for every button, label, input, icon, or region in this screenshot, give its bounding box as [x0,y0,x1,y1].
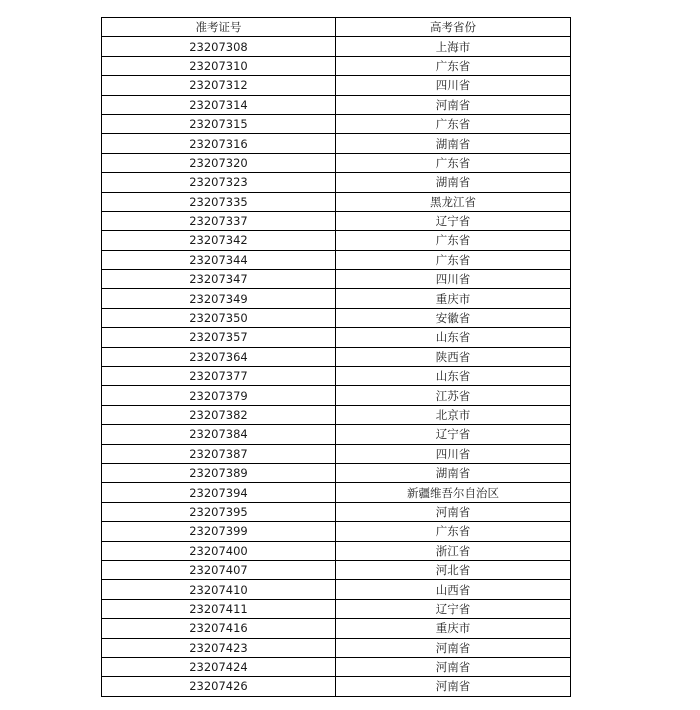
cell-province: 广东省 [336,114,571,133]
cell-province: 湖南省 [336,173,571,192]
cell-exam-number: 23207312 [102,76,336,95]
cell-province: 湖南省 [336,463,571,482]
cell-province: 辽宁省 [336,425,571,444]
cell-province: 山东省 [336,367,571,386]
cell-exam-number: 23207320 [102,153,336,172]
cell-province: 四川省 [336,270,571,289]
table-row [102,308,571,327]
table-row [102,347,571,366]
table-row [102,502,571,521]
cell-exam-number: 23207389 [102,463,336,482]
cell-province: 上海市 [336,37,571,56]
cell-province: 河北省 [336,560,571,579]
table-row [102,231,571,250]
cell-province: 河南省 [336,502,571,521]
table-body [102,37,571,696]
cell-exam-number: 23207337 [102,211,336,230]
cell-exam-number: 23207387 [102,444,336,463]
table-row [102,541,571,560]
cell-exam-number: 23207424 [102,657,336,676]
cell-province: 广东省 [336,56,571,75]
cell-province: 浙江省 [336,541,571,560]
table-row [102,289,571,308]
cell-exam-number: 23207349 [102,289,336,308]
cell-exam-number: 23207316 [102,134,336,153]
header-exam-number: 准考证号 [102,18,336,37]
table-row [102,270,571,289]
cell-exam-number: 23207423 [102,638,336,657]
table-row [102,405,571,424]
cell-province: 辽宁省 [336,599,571,618]
cell-exam-number: 23207379 [102,386,336,405]
cell-province: 广东省 [336,250,571,269]
table-row [102,250,571,269]
cell-province: 广东省 [336,153,571,172]
cell-exam-number: 23207411 [102,599,336,618]
cell-exam-number: 23207382 [102,405,336,424]
table-row [102,638,571,657]
cell-province: 山西省 [336,580,571,599]
table-row [102,657,571,676]
document-sheet [101,17,570,697]
cell-exam-number: 23207350 [102,308,336,327]
table-row [102,599,571,618]
table-row [102,37,571,56]
cell-province: 河南省 [336,638,571,657]
cell-exam-number: 23207416 [102,619,336,638]
table-header-row [102,18,571,37]
cell-exam-number: 23207344 [102,250,336,269]
table-row [102,463,571,482]
admission-table [101,17,571,697]
cell-exam-number: 23207314 [102,95,336,114]
table-row [102,134,571,153]
cell-province: 重庆市 [336,289,571,308]
cell-province: 黑龙江省 [336,192,571,211]
table-row [102,76,571,95]
cell-exam-number: 23207342 [102,231,336,250]
cell-exam-number: 23207407 [102,560,336,579]
table-row [102,386,571,405]
cell-exam-number: 23207347 [102,270,336,289]
header-province: 高考省份 [336,18,571,37]
cell-province: 四川省 [336,76,571,95]
cell-province: 新疆维吾尔自治区 [336,483,571,502]
cell-province: 广东省 [336,231,571,250]
table-row [102,483,571,502]
cell-province: 陕西省 [336,347,571,366]
cell-exam-number: 23207364 [102,347,336,366]
cell-exam-number: 23207384 [102,425,336,444]
cell-exam-number: 23207399 [102,522,336,541]
cell-exam-number: 23207426 [102,677,336,696]
cell-exam-number: 23207357 [102,328,336,347]
cell-province: 湖南省 [336,134,571,153]
table-row [102,114,571,133]
cell-exam-number: 23207400 [102,541,336,560]
table-row [102,522,571,541]
cell-province: 安徽省 [336,308,571,327]
cell-exam-number: 23207394 [102,483,336,502]
cell-province: 河南省 [336,95,571,114]
cell-exam-number: 23207308 [102,37,336,56]
cell-province: 辽宁省 [336,211,571,230]
cell-province: 重庆市 [336,619,571,638]
table-row [102,560,571,579]
cell-exam-number: 23207395 [102,502,336,521]
cell-exam-number: 23207323 [102,173,336,192]
table-row [102,425,571,444]
cell-exam-number: 23207335 [102,192,336,211]
cell-exam-number: 23207377 [102,367,336,386]
cell-province: 四川省 [336,444,571,463]
cell-province: 山东省 [336,328,571,347]
cell-exam-number: 23207315 [102,114,336,133]
table-row [102,328,571,347]
cell-province: 河南省 [336,657,571,676]
table-row [102,367,571,386]
table-row [102,192,571,211]
cell-province: 江苏省 [336,386,571,405]
table-row [102,173,571,192]
cell-exam-number: 23207310 [102,56,336,75]
cell-province: 北京市 [336,405,571,424]
cell-exam-number: 23207410 [102,580,336,599]
table-row [102,56,571,75]
table-row [102,580,571,599]
table-row [102,619,571,638]
table-row [102,444,571,463]
cell-province: 河南省 [336,677,571,696]
table-row [102,153,571,172]
table-row [102,211,571,230]
table-row [102,95,571,114]
cell-province: 广东省 [336,522,571,541]
table-row [102,677,571,696]
